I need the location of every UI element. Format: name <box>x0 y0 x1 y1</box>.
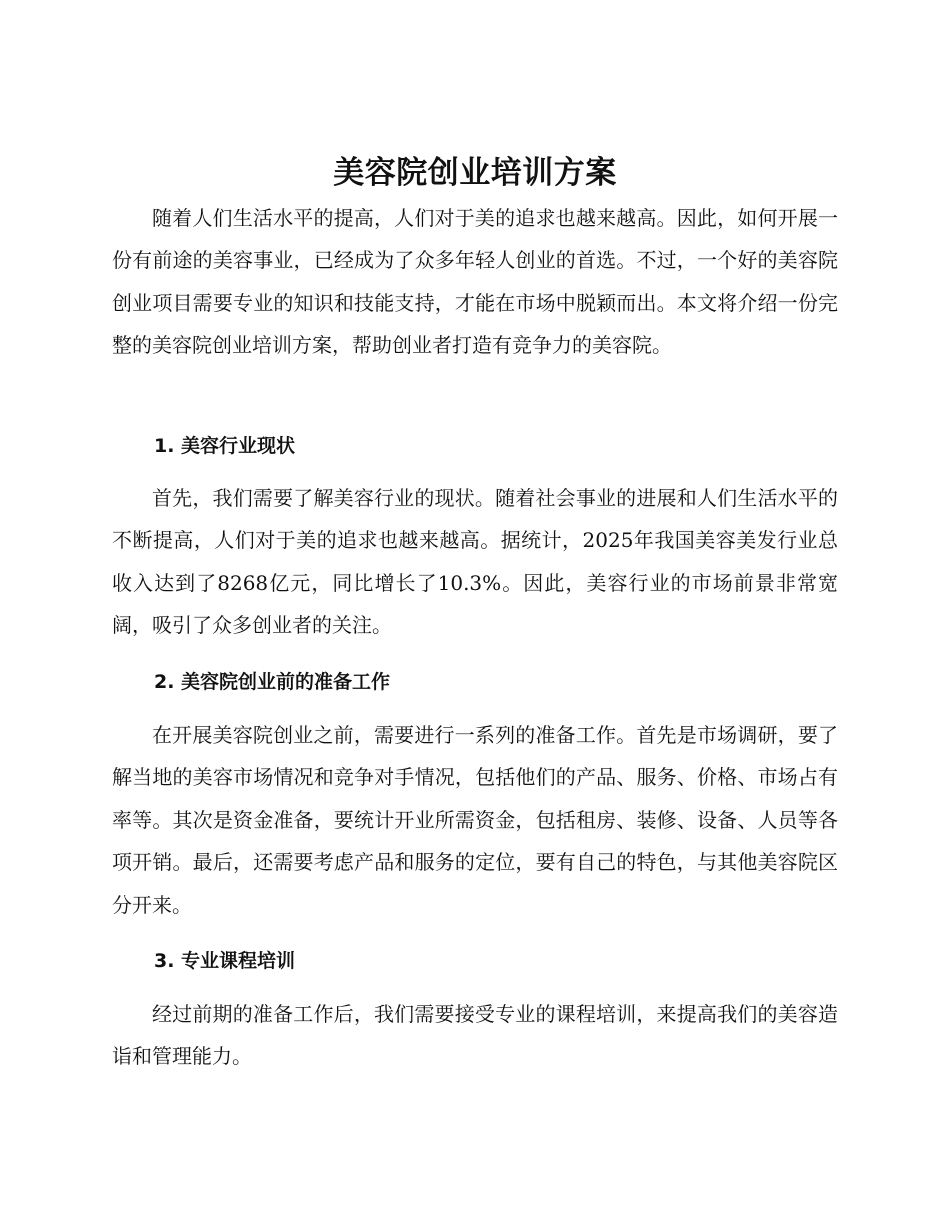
section-3-heading: 3. 专业课程培训 <box>154 950 296 972</box>
section-2-paragraph: 在开展美容院创业之前，需要进行一系列的准备工作。首先是市场调研，要了解当地的美容市场情况和竞争对手情况，包括他们的产品、服务、价格、市场占有率等。其次是资金准备，要统计开业所需资金，包括租房、装修、设备、人员等各项开销。最后，还需要考虑产品和服务的定位，要有自己的特色，与其他美容院区分开来。 <box>112 723 838 917</box>
section-2-heading: 2. 美容院创业前的准备工作 <box>154 671 391 693</box>
intro-paragraph: 随着人们生活水平的提高，人们对于美的追求也越来越高。因此，如何开展一份有前途的美容事业，已经成为了众多年轻人创业的首选。不过，一个好的美容院创业项目需要专业的知识和技能支持，才能在市场中脱颖而出。本文将介绍一份完整的美容院创业培训方案，帮助创业者打造有竞争力的美容院。 <box>112 206 838 358</box>
section-1-heading: 1. 美容行业现状 <box>154 435 296 457</box>
section-3-paragraph: 经过前期的准备工作后，我们需要接受专业的课程培训，来提高我们的美容造诣和管理能力。 <box>112 1002 838 1069</box>
document-title: 美容院创业培训方案 <box>333 155 617 191</box>
section-1-paragraph: 首先，我们需要了解美容行业的现状。随着社会事业的进展和人们生活水平的不断提高，人们对于美的追求也越来越高。据统计，2025年我国美容美发行业总收入达到了8268亿元，同比增长了10.3%。因此，美容行业的市场前景非常宽阔，吸引了众多创业者的关注。 <box>112 486 838 638</box>
